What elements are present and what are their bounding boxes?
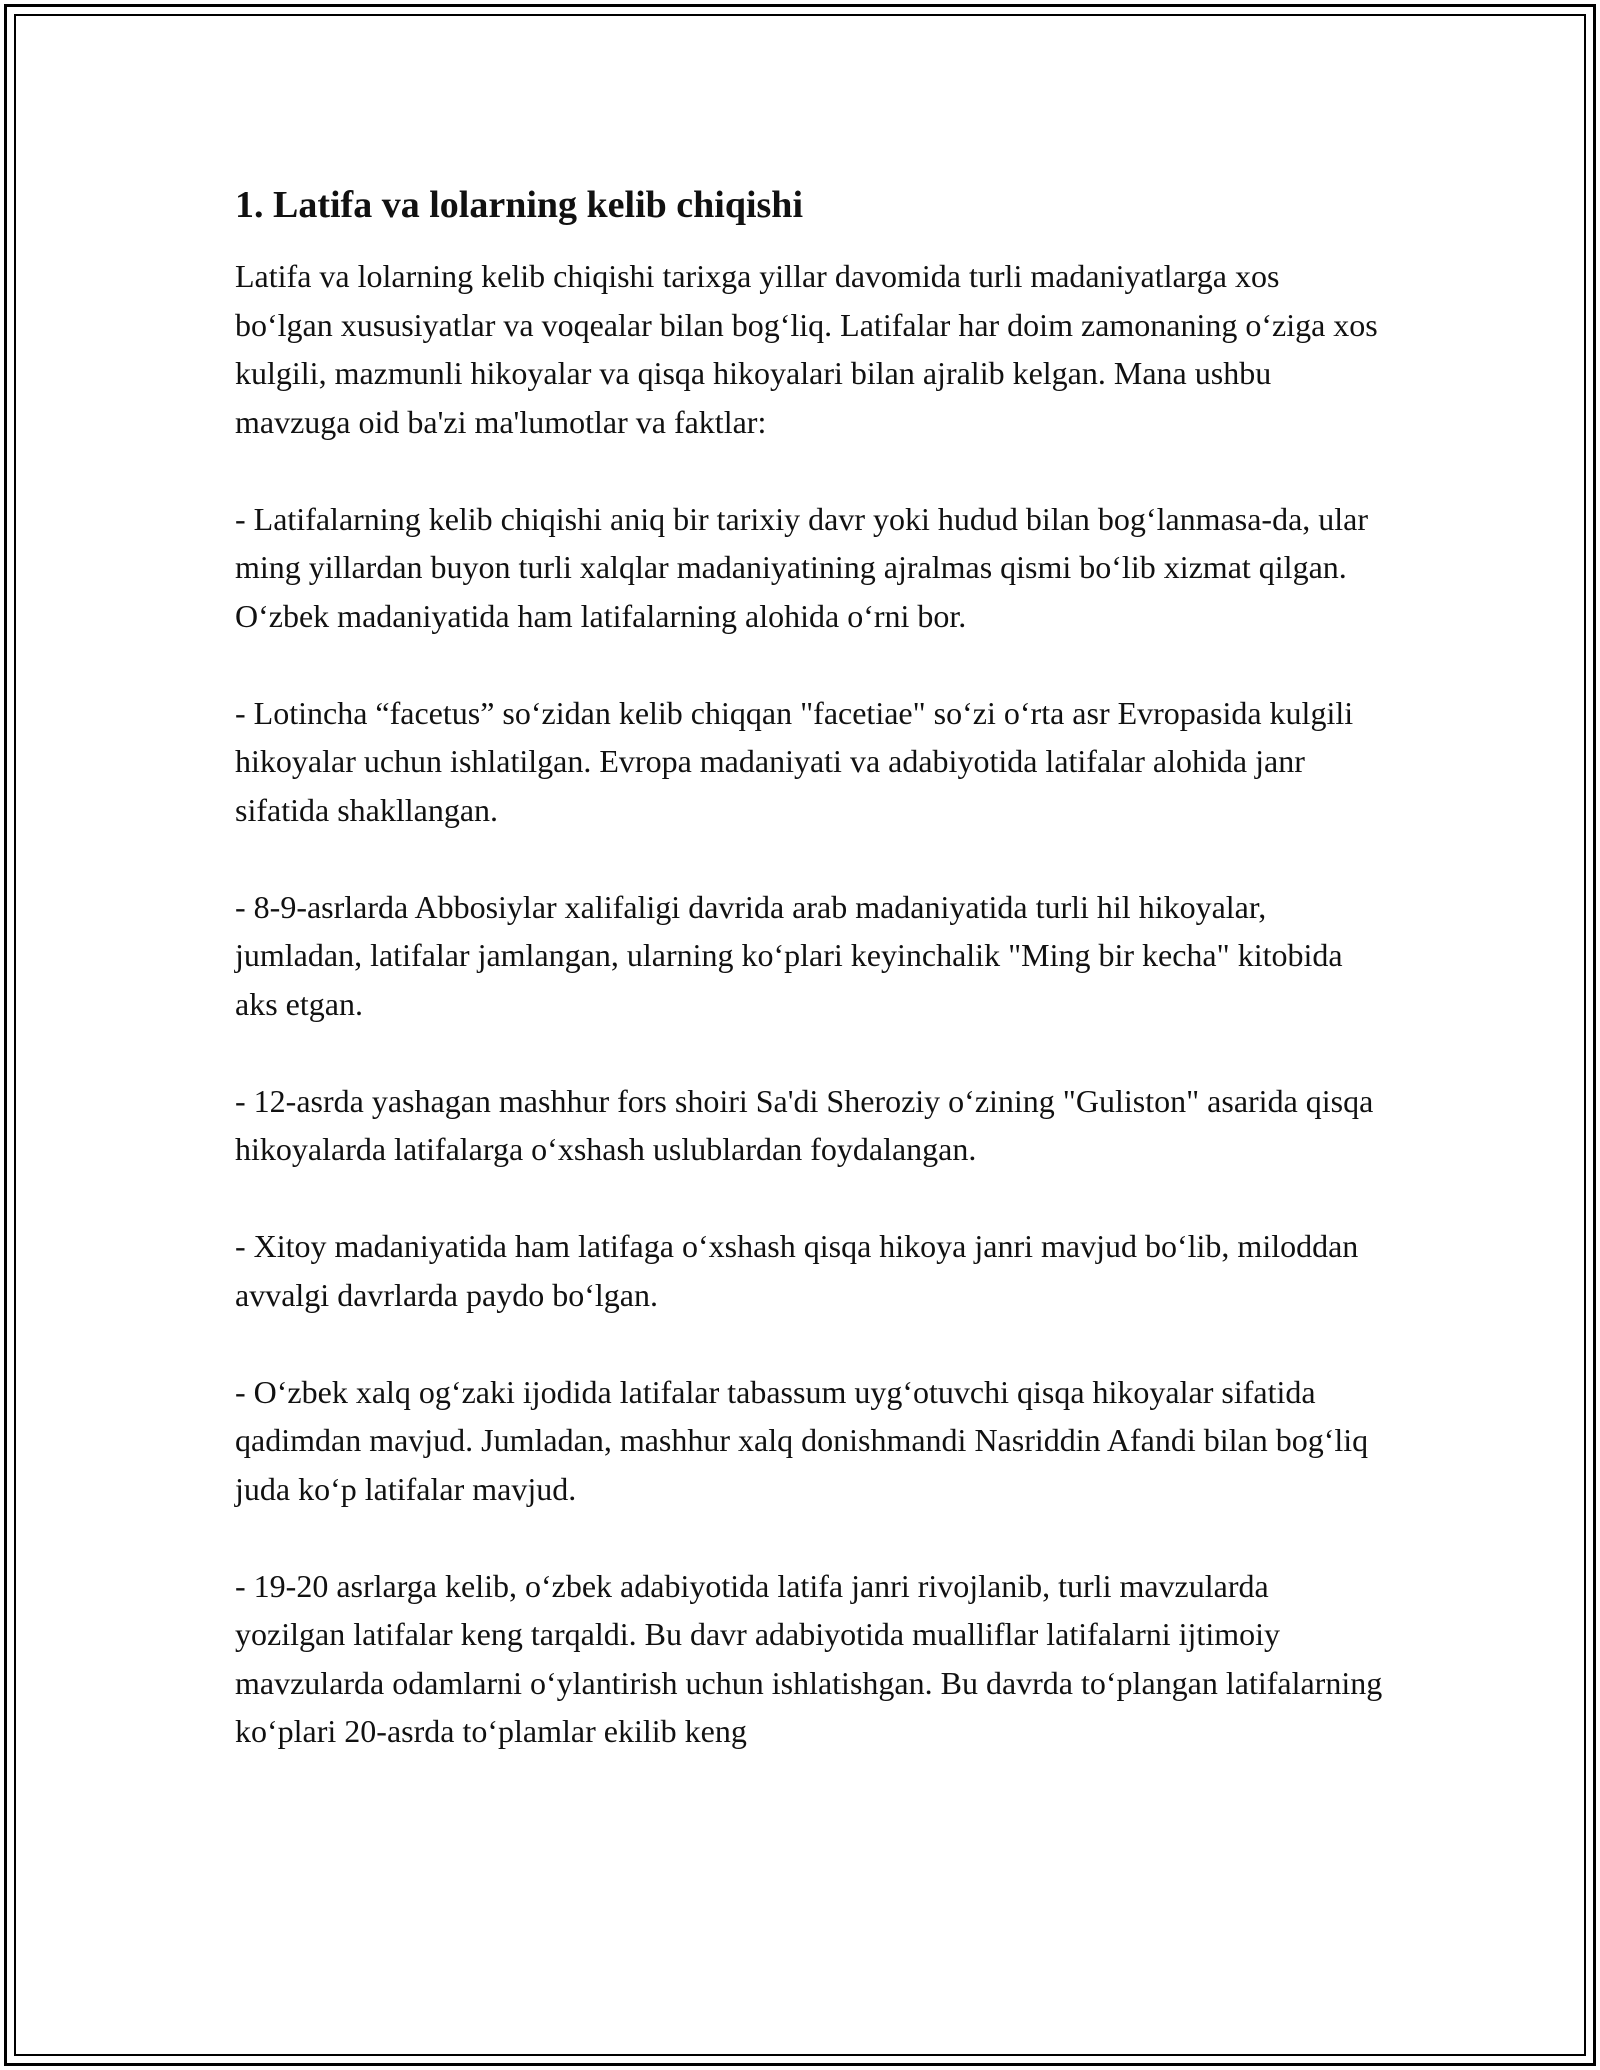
- intro-paragraph: Latifa va lolarning kelib chiqishi tarixga yillar davomida turli madaniyatlarga xos bo‘lgan xususiyatlar va voqealar bilan bog‘liq. Latifalar har doim zamonaning o‘ziga xos kulgili, mazmunli hikoyalar va qisqa hikoyalari bilan ajralib kelgan. Mana ushbu mavzuga oid ba'zi ma'lumotlar va faktlar:: [235, 258, 1378, 440]
- fact-paragraph: - 19-20 asrlarga kelib, o‘zbek adabiyotida latifa janri rivojlanib, turli mavzularda yozilgan latifalar keng tarqaldi. Bu davr adabiyotida mualliflar latifalarni ijtimoiy mavzularda odamlarni o‘ylantirish uchun ishlatishgan. Bu davrda to‘plangan latifalarning ko‘plari 20-asrda to‘plamlar ekilib keng: [235, 1567, 1383, 1749]
- fact-paragraph: - O‘zbek xalq og‘zaki ijodida latifalar tabassum uyg‘otuvchi qisqa hikoyalar sifatida qadimdan mavjud. Jumladan, mashhur xalq donishmandi Nasriddin Afandi bilan bog‘liq juda ko‘p latifalar mavjud.: [235, 1373, 1369, 1507]
- section-heading: 1. Latifa va lolarning kelib chiqishi: [235, 184, 803, 226]
- fact-paragraph: - Lotincha “facetus” so‘zidan kelib chiqqan "facetiae" so‘zi o‘rta asr Evropasida kulgili hikoyalar uchun ishlatilgan. Evropa madaniyati va adabiyotida latifalar alohida janr sifatida shakllangan.: [235, 694, 1354, 828]
- document-body: [235, 180, 1385, 1804]
- fact-paragraph: - Latifalarning kelib chiqishi aniq bir tarixiy davr yoki hudud bilan bog‘lanmasa-da, ular ming yillardan buyon turli xalqlar madaniyatining ajralmas qismi bo‘lib xizmat qilgan. O‘zbek madaniyatida ham latifalarning alohida o‘rni bor.: [235, 500, 1369, 634]
- fact-paragraph: - 8-9-asrlarda Abbosiylar xalifaligi davrida arab madaniyatida turli hil hikoyalar, jumladan, latifalar jamlangan, ularning ko‘plari keyinchalik "Ming bir kecha" kitobida aks etgan.: [235, 888, 1343, 1022]
- fact-paragraph: - 12-asrda yashagan mashhur fors shoiri Sa'di Sheroziy o‘zining "Guliston" asarida qisqa hikoyalarda latifalarga o‘xshash uslublardan foydalangan.: [235, 1082, 1374, 1167]
- fact-paragraph: - Xitoy madaniyatida ham latifaga o‘xshash qisqa hikoya janri mavjud bo‘lib, miloddan avvalgi davrlarda paydo bo‘lgan.: [235, 1228, 1359, 1313]
